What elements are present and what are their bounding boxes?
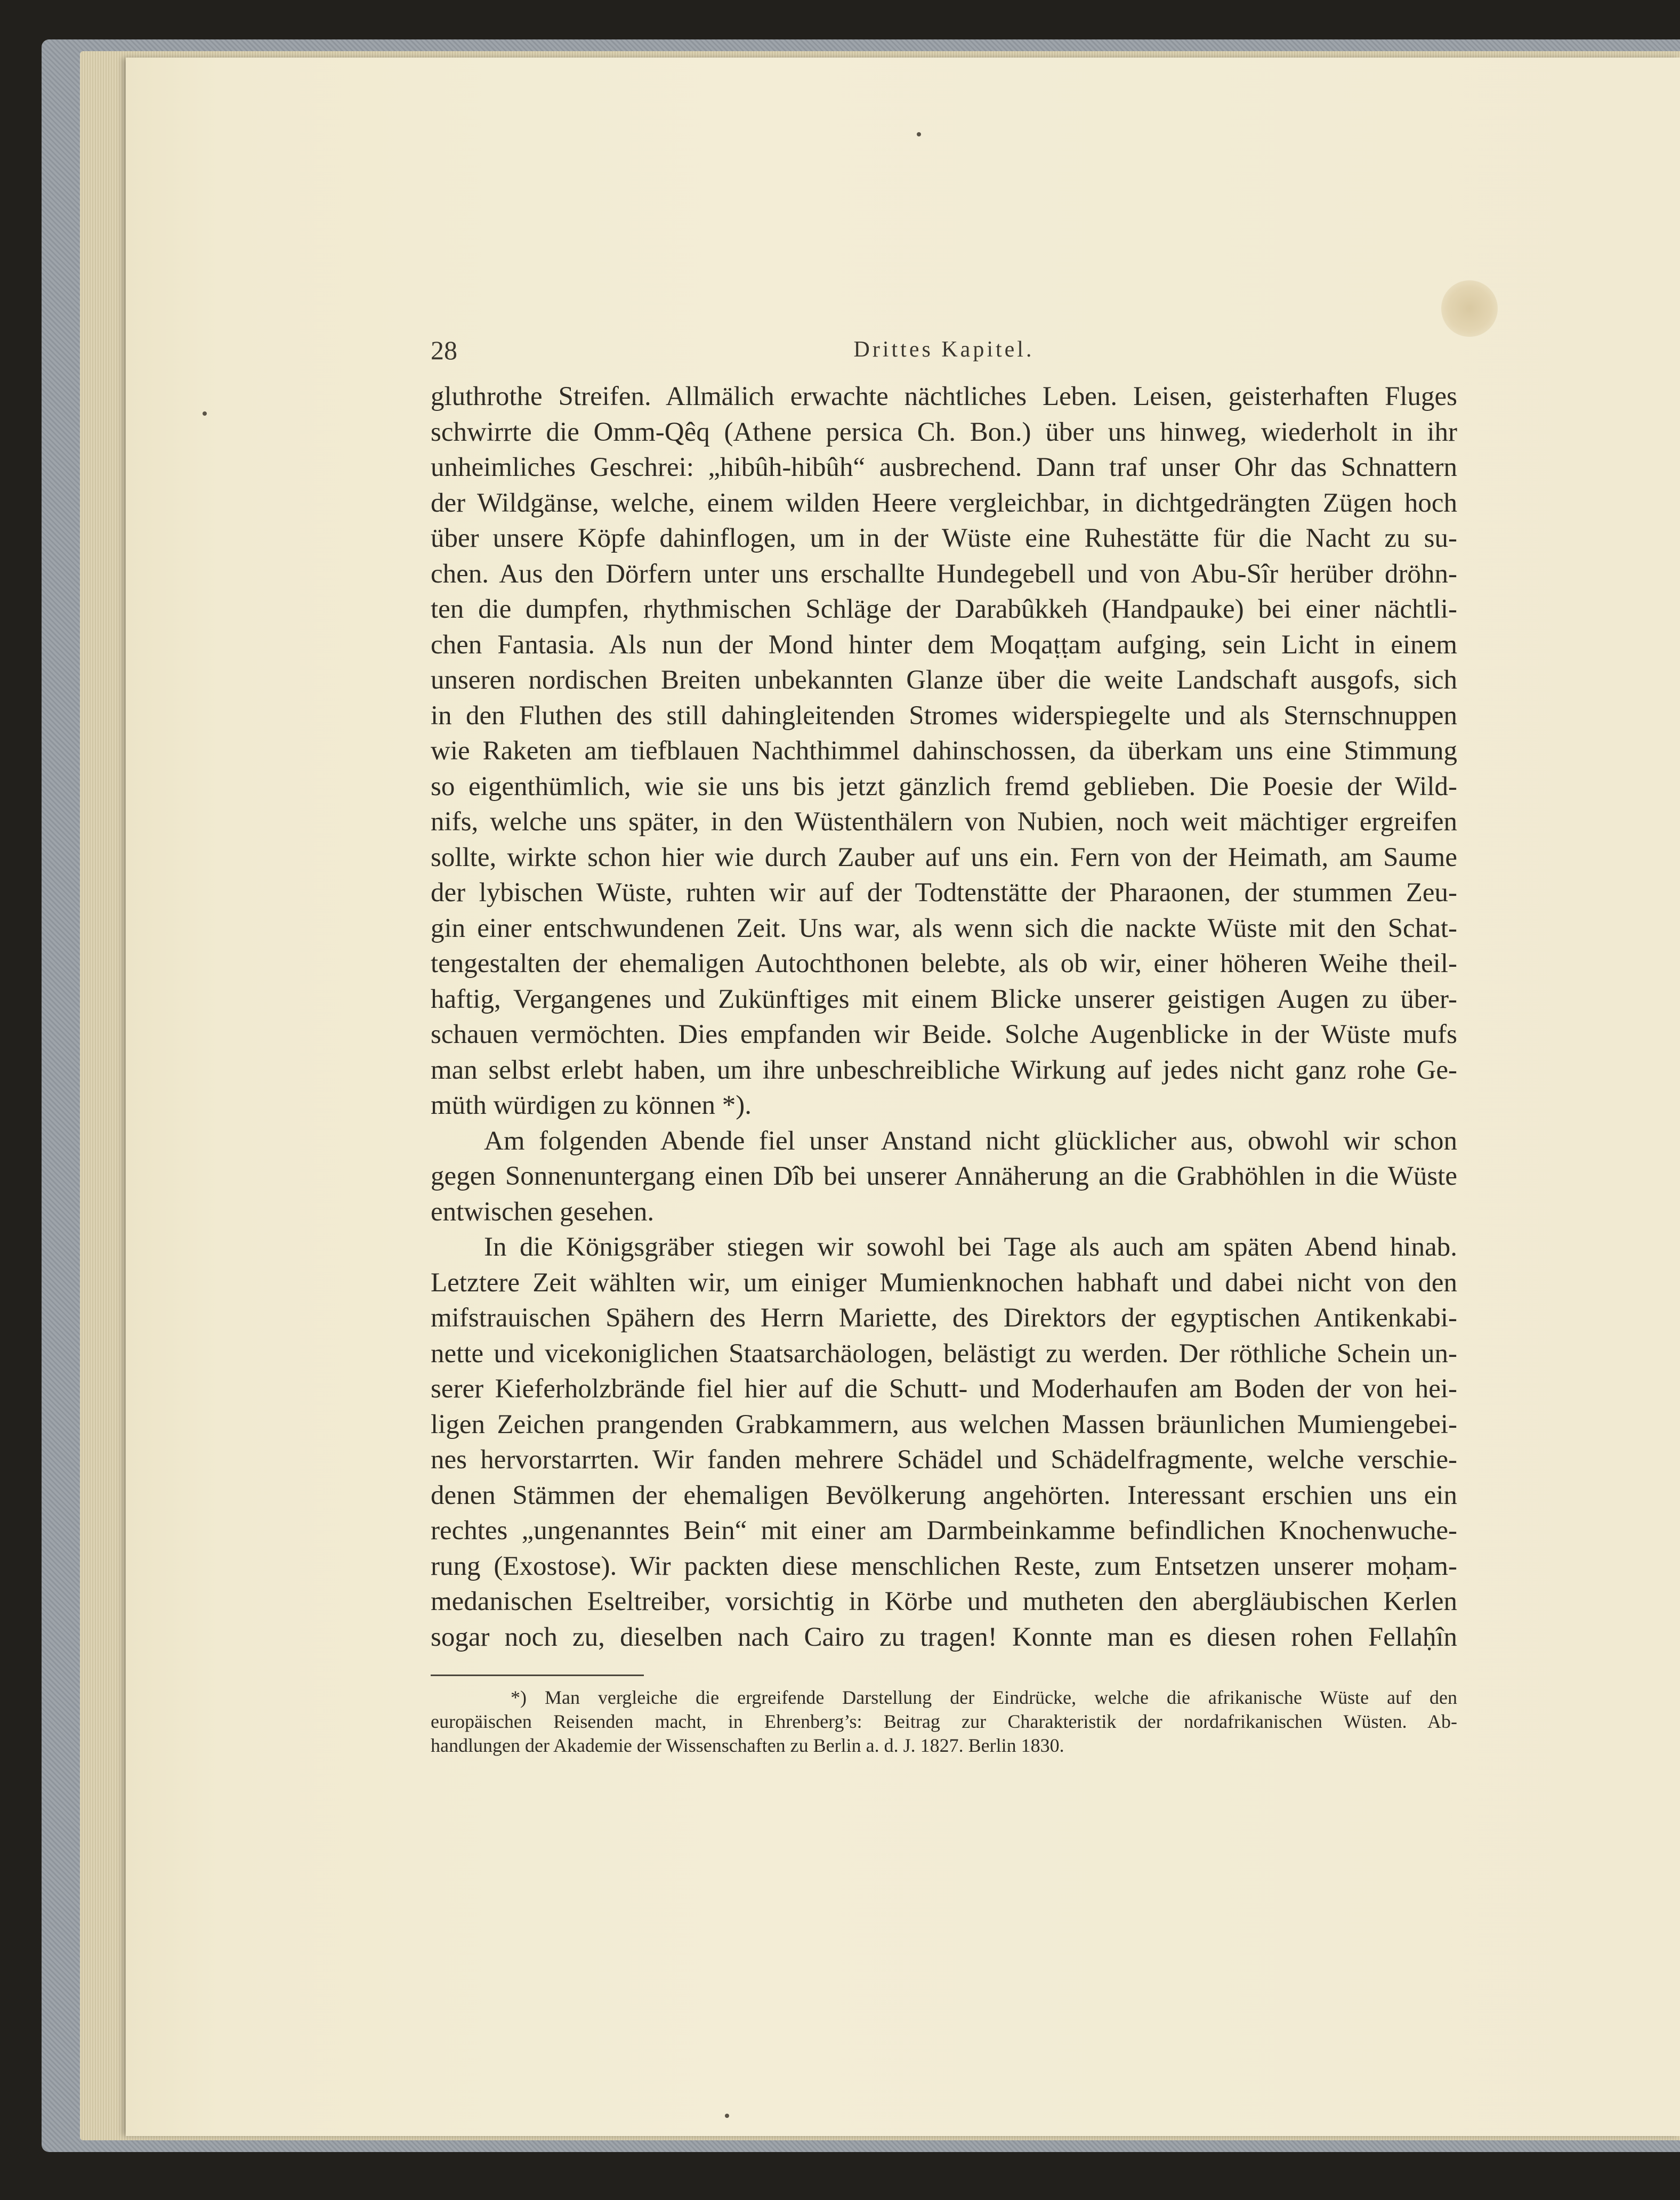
ink-speck	[917, 132, 921, 136]
text-line: chen Fantasia. Als nun der Mond hinter dem Moqaṭṭam aufging, sein Licht in einem	[431, 629, 1457, 660]
text-line: nette und vicekoniglichen Staatsarchäologen, belästigt zu werden. Der röthliche Schein un-	[431, 1338, 1457, 1369]
text-line: über unsere Köpfe dahinflogen, um in der Wüste eine Ruhestätte für die Nacht zu su-	[431, 523, 1457, 553]
text-line: denen Stämmen der ehemaligen Bevölkerung angehörten. Interessant erschien uns ein	[431, 1480, 1457, 1510]
text-line: chen. Aus den Dörfern unter uns erschallte Hundegebell und von Abu-Sîr herüber dröhn-	[431, 559, 1457, 589]
text-line: schwirrte die Omm-Qêq (Athene persica Ch. Bon.) über uns hinweg, wiederholt in ihr	[431, 417, 1457, 447]
text-line: mifstrauischen Spähern des Herrn Mariette, des Direktors der egyptischen Antikenkabi-	[431, 1303, 1457, 1333]
footnote	[431, 1686, 1457, 1758]
text-line: nes hervorstarrten. Wir fanden mehrere Schädel und Schädelfragmente, welche verschie-	[431, 1445, 1457, 1475]
text-line: unheimliches Geschrei: „hibûh-hibûh“ ausbrechend. Dann traf unser Ohr das Schnattern	[431, 452, 1457, 482]
text-line: tengestalten der ehemaligen Autochthonen belebte, als ob wir, einer höheren Weihe theil-	[431, 949, 1457, 978]
ink-speck	[203, 411, 207, 416]
page-number: 28	[431, 335, 457, 365]
text-line: der lybischen Wüste, ruhten wir auf der Todtenstätte der Pharaonen, der stummen Zeu-	[431, 878, 1457, 908]
text-line: unseren nordischen Breiten unbekannten Glanze über die weite Landschaft ausgofs, sich	[431, 665, 1457, 695]
text-line: medanischen Eseltreiber, vorsichtig in Körbe und mutheten den abergläubischen Kerlen	[431, 1587, 1457, 1616]
footnote-line: handlungen der Akademie der Wissenschaften zu Berlin a. d. J. 1827. Berlin 1830.	[431, 1735, 1064, 1756]
paper-stain	[1441, 280, 1498, 337]
text-line: gin einer entschwundenen Zeit. Uns war, als wenn sich die nackte Wüste mit den Schat-	[431, 913, 1457, 943]
text-line: wie Raketen am tiefblauen Nachthimmel dahinschossen, da überkam uns eine Stimmung	[431, 736, 1457, 766]
text-line: schauen vermöchten. Dies empfanden wir Beide. Solche Augenblicke in der Wüste mufs	[431, 1020, 1457, 1049]
text-line: Am folgenden Abende fiel unser Anstand nicht glücklicher aus, obwohl wir schon	[484, 1126, 1457, 1156]
text-line: gegen Sonnenuntergang einen Dîb bei unserer Annäherung an die Grabhöhlen in die Wüste	[431, 1161, 1457, 1191]
text-line: man selbst erlebt haben, um ihre unbeschreibliche Wirkung auf jedes nicht ganz rohe Ge-	[431, 1055, 1457, 1085]
text-line: nifs, welche uns später, in den Wüstenthälern von Nubien, noch weit mächtiger ergreifen	[431, 807, 1457, 837]
footnote-line: *) Man vergleiche die ergreifende Darstellung der Eindrücke, welche die afrikanische Wüste auf den	[511, 1687, 1457, 1708]
text-line: Letztere Zeit wählten wir, um einiger Mumienknochen habhaft und dabei nicht von den	[431, 1267, 1457, 1298]
text-line: In die Königsgräber stiegen wir sowohl bei Tage als auch am späten Abend hinab.	[484, 1232, 1457, 1262]
text-line: in den Fluthen des still dahingleitenden Stromes widerspiegelte und als Sternschnuppen	[431, 700, 1457, 731]
ink-speck	[725, 2114, 729, 2118]
body-text	[431, 379, 1457, 1655]
text-line: so eigenthümlich, wie sie uns bis jetzt gänzlich fremd geblieben. Die Poesie der Wild-	[431, 771, 1457, 802]
text-line: gluthrothe Streifen. Allmälich erwachte nächtliches Leben. Leisen, geisterhaften Fluges	[431, 382, 1457, 411]
text-line: sogar noch zu, dieselben nach Cairo zu tragen! Konnte man es diesen rohen Fellaḥîn	[431, 1622, 1457, 1652]
text-line: serer Kieferholzbrände fiel hier auf die Schutt- und Moderhaufen am Boden der von hei-	[431, 1374, 1457, 1404]
running-head: Drittes Kapitel.	[853, 337, 1035, 362]
text-line: ten die dumpfen, rhythmischen Schläge der Darabûkkeh (Handpauke) bei einer nächtli-	[431, 594, 1457, 624]
text-line: müth würdigen zu können *).	[431, 1090, 752, 1120]
text-line: rechtes „ungenanntes Bein“ mit einer am Darmbeinkamme befindlichen Knochenwuche-	[431, 1516, 1457, 1546]
text-line: entwischen gesehen.	[431, 1196, 655, 1227]
page-header	[431, 335, 1457, 367]
text-line: rung (Exostose). Wir packten diese menschlichen Reste, zum Entsetzen unserer moḥam-	[431, 1551, 1457, 1581]
text-line: ligen Zeichen prangenden Grabkammern, aus welchen Massen bräunlichen Mumiengebei-	[431, 1409, 1457, 1439]
footnote-rule	[431, 1675, 644, 1676]
footnote-line: europäischen Reisenden macht, in Ehrenberg’s: Beitrag zur Charakteristik der nordafrikanischen Wüsten. Ab-	[431, 1711, 1457, 1732]
text-line: haftig, Vergangenes und Zukünftiges mit einem Blicke unserer geistigen Augen zu über-	[431, 984, 1457, 1014]
text-line: sollte, wirkte schon hier wie durch Zauber auf uns ein. Fern von der Heimath, am Saume	[431, 842, 1457, 872]
text-line: der Wildgänse, welche, einem wilden Heere vergleichbar, in dichtgedrängten Zügen hoch	[431, 488, 1457, 518]
